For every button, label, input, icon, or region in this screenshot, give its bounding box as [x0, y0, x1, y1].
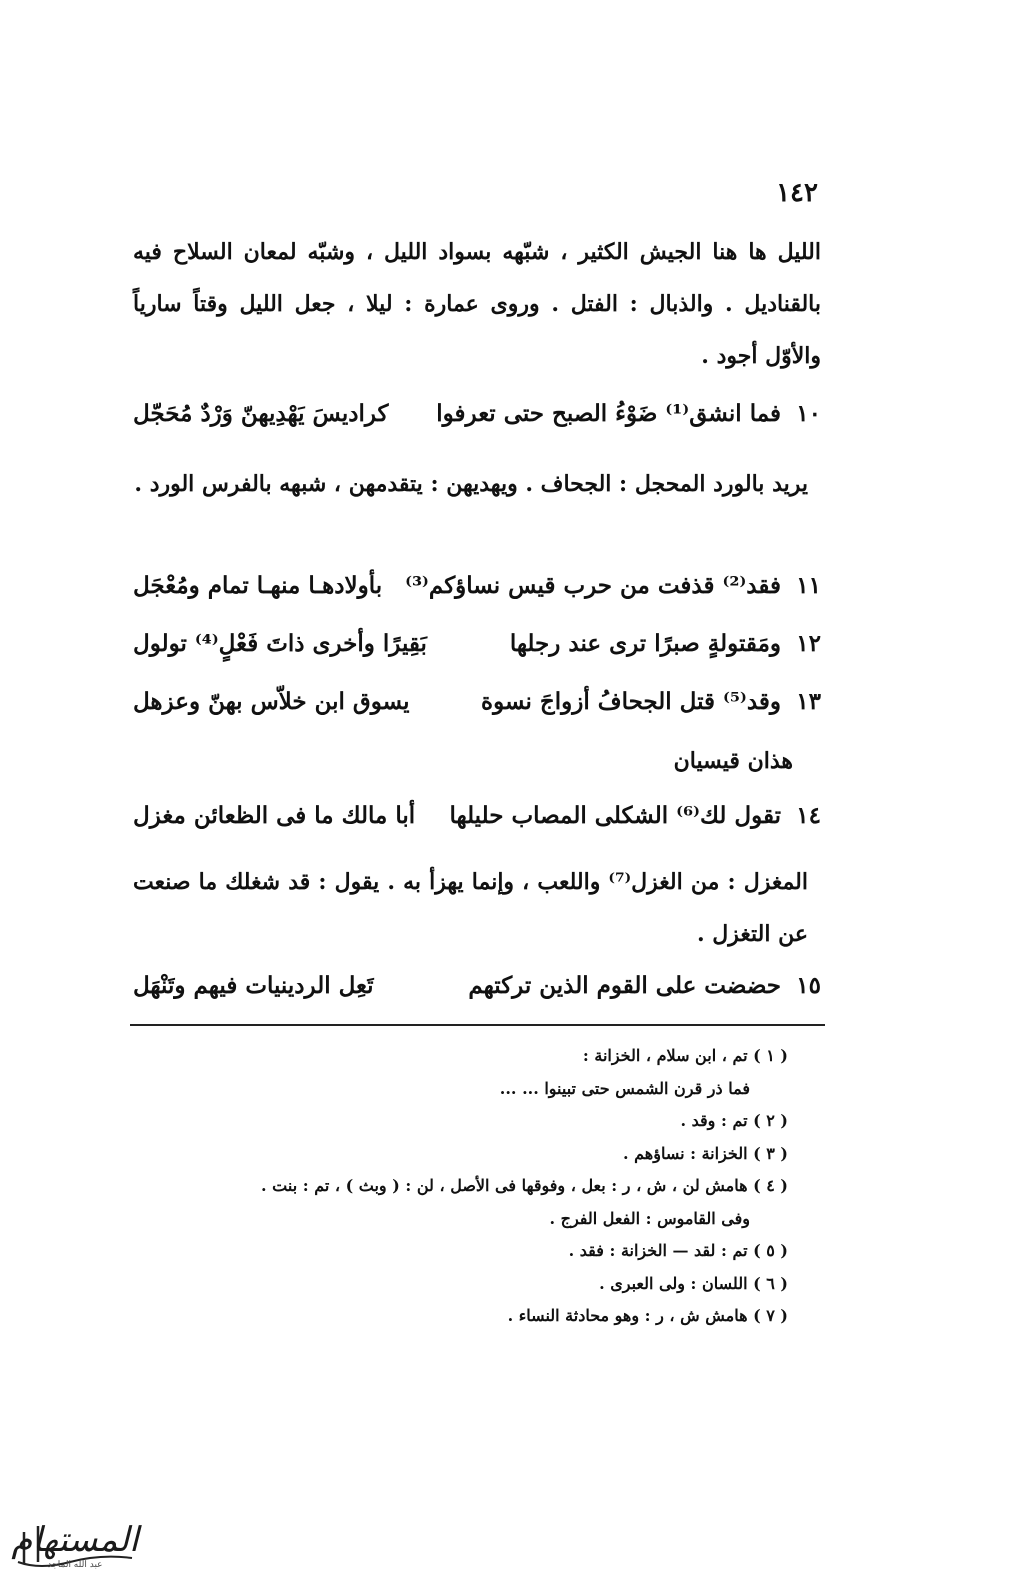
footnote-text: تم ، ابن سلام ، الخزانة :: [582, 1046, 748, 1065]
verse-second-hemistich: كراديسَ يَهْدِيهنّ وَرْدٌ مُحَجّل: [133, 400, 389, 427]
footnote-text: اللسان : ولى العبرى .: [599, 1273, 748, 1293]
logo-main-text: المستهام: [11, 1520, 139, 1560]
footnote-label: ( ٦ ): [753, 1273, 788, 1293]
verse-first-hemistich: حضضت على القوم الذين تركتهم: [468, 972, 781, 999]
logo-subtitle: عبد الله الماجد: [47, 1560, 103, 1570]
verse-first-hemistich: وقد⁽⁵⁾ قتل الجحافُ أزواجَ نسوة: [481, 688, 781, 715]
verse-number: ١٥: [796, 972, 821, 999]
footnote-text: تم : وقد .: [680, 1111, 748, 1130]
verse-13: [133, 688, 821, 732]
verse-number: ١٢: [796, 630, 821, 657]
footnote-text: هامش لن ، ش ، ر : بعل ، وفوقها فى الأصل ، لن : ( وبث ) ، تم : بنت .: [261, 1176, 748, 1195]
footnote-text: الخزانة : نساؤهم .: [622, 1143, 748, 1163]
verse-second-hemistich: بأولادهـا منهـا تمام ومُعْجَل: [133, 572, 383, 599]
verse-number: ١٤: [796, 802, 821, 829]
footnote: [180, 1300, 788, 1333]
footnote-label: ( ٥ ): [753, 1241, 788, 1260]
verse-14: [133, 802, 821, 846]
footnote: [180, 1138, 788, 1171]
commentary-paragraph-1: الليل ها هنا الجيش الكثير ، شبّهه بسواد الليل ، وشبّه لمعان السلاح فيه بالقناديل . والذبال : الفتل . وروى عمارة : ليلا ، جعل الليل وقتاً سارياً والأوّل أجود .: [133, 239, 821, 369]
footnote: [180, 1268, 788, 1301]
page-number: ١٤٢: [776, 178, 818, 208]
verse-second-hemistich: أبا مالك ما فى الظعائن مغزل: [133, 802, 416, 829]
footnotes: [180, 1040, 788, 1333]
verse-first-hemistich: فقد⁽²⁾ قذفت من حرب قيس نساؤكم⁽³⁾: [405, 572, 781, 599]
footnote-label: ( ٧ ): [753, 1306, 788, 1325]
verse-second-hemistich: يسوق ابن خلاّس بهنّ وعزهل: [133, 688, 410, 715]
verse-15: [133, 972, 821, 1016]
verse-10: [133, 400, 821, 444]
verse-second-hemistich: بَقِيرًا وأخرى ذاتَ فَعْلٍ⁽⁴⁾ تولول: [133, 630, 427, 657]
footnote: [180, 1235, 788, 1268]
footnote-label: ( ٤ ): [753, 1176, 788, 1195]
footnote: [180, 1040, 788, 1073]
footnote-divider: [130, 1024, 825, 1026]
footnote-label: ( ١ ): [753, 1046, 788, 1065]
footnote-label: ( ٢ ): [753, 1111, 788, 1130]
verse-number: ١١: [796, 572, 821, 599]
verse-11: [133, 572, 821, 616]
footnote-text: تم : لقد — الخزانة : فقد .: [568, 1241, 748, 1260]
verse-first-hemistich: تقول لك⁽⁶⁾ الشكلى المصاب حليلها: [449, 802, 781, 829]
footnote-text: وفى القاموس : الفعل الفرج .: [549, 1208, 750, 1228]
footnote-label: ( ٣ ): [753, 1143, 788, 1163]
footnote: [180, 1073, 788, 1106]
footnote: [180, 1203, 788, 1236]
verse-12: [133, 630, 821, 674]
verse-number: ١٣: [796, 688, 821, 715]
footnote-text: فما ذر قرن الشمس حتى تبينوا ... ...: [499, 1078, 750, 1098]
verse-first-hemistich: فما انشق⁽¹⁾ ضَوْءُ الصبح حتى تعرفوا: [436, 400, 781, 427]
commentary-paragraph-3: المغزل : من الغزل⁽⁷⁾ واللعب ، وإنما يهزأ به . يقول : قد شغلك ما صنعت عن التغزل .: [133, 869, 808, 947]
footnote: [180, 1105, 788, 1138]
verse-number: ١٠: [796, 400, 821, 427]
verse-second-hemistich: تَعِل الردينيات فيهم وتَنْهَل: [133, 972, 374, 999]
calligraphy-logo: [10, 1512, 140, 1582]
footnote: [180, 1170, 788, 1203]
verse-13-continuation: هذان قيسيان: [673, 748, 793, 774]
footnote-text: هامش ش ، ر : وهو محادثة النساء .: [507, 1306, 748, 1325]
verse-first-hemistich: ومَقتولةٍ صبرًا ترى عند رجلها: [509, 630, 781, 657]
commentary-paragraph-2: يريد بالورد المحجل : الجحاف . ويهديهن : يتقدمهن ، شبهه بالفرس الورد .: [134, 471, 808, 497]
